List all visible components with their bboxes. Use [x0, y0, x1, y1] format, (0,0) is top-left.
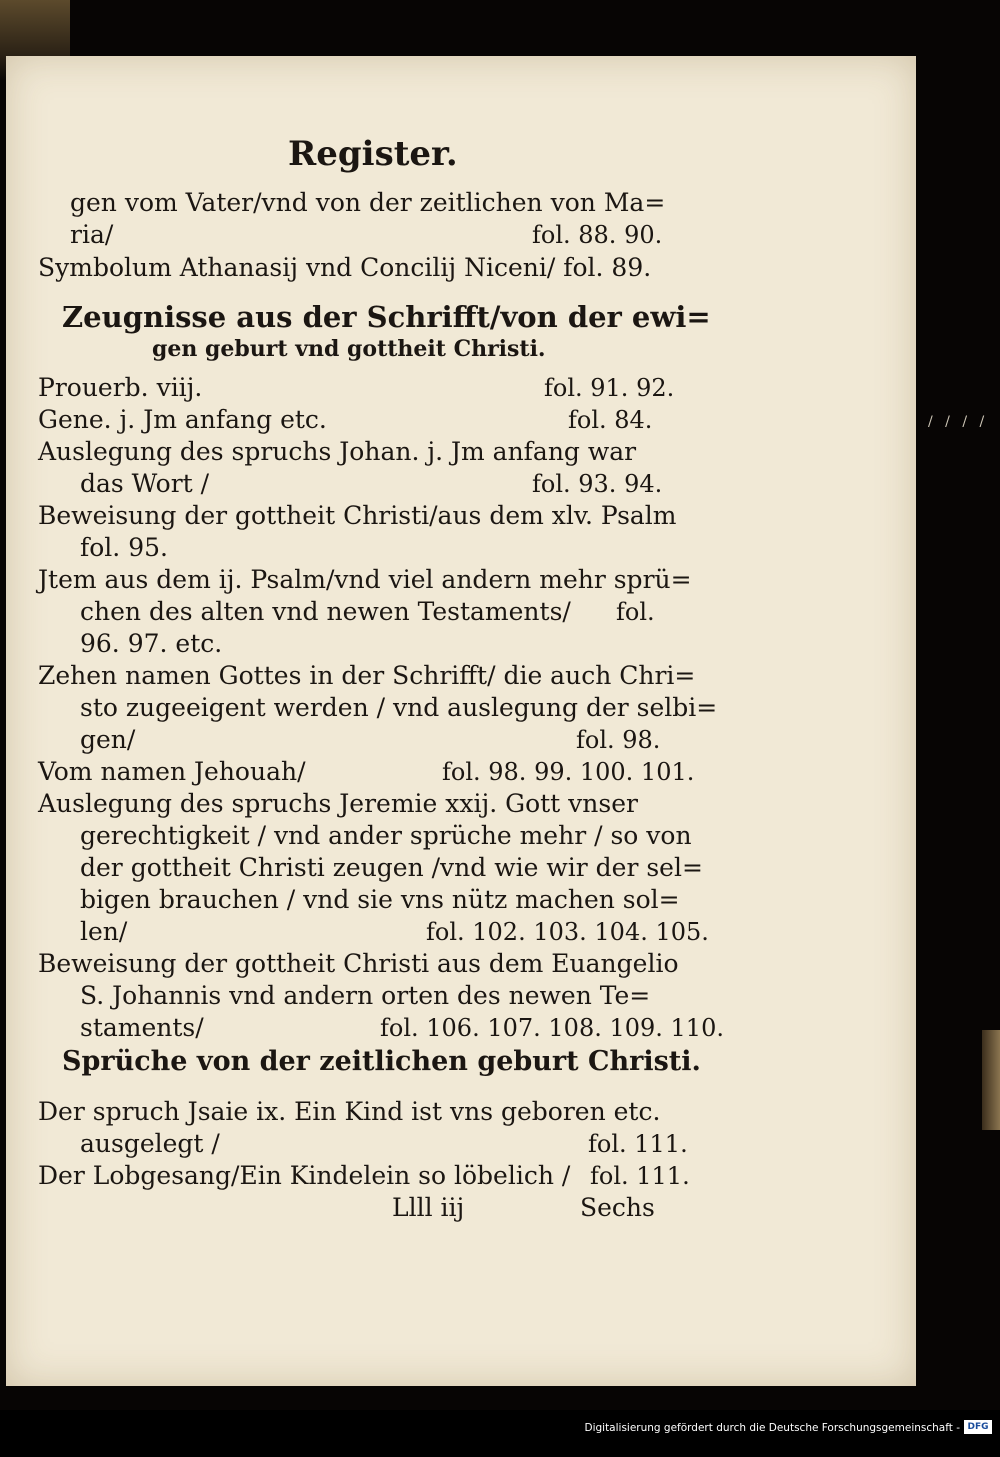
folio-reference: fol. 111.	[590, 1162, 690, 1190]
register-entry-line: S. Johannis vnd andern orten des newen Te=	[80, 981, 651, 1010]
register-entry-line: Jtem aus dem ij. Psalm/vnd viel andern mehr sprü=	[38, 565, 692, 594]
signature-mark: Llll iij	[392, 1193, 465, 1222]
register-entry-line: ria/	[70, 220, 114, 249]
folio-reference: fol. 106. 107. 108. 109. 110.	[380, 1014, 724, 1042]
folio-reference: fol. 88. 90.	[532, 221, 663, 249]
register-entry-line: sto zugeeigent werden / vnd auslegung der selbi=	[80, 693, 718, 722]
register-entry-line: Zehen namen Gottes in der Schrifft/ die auch Chri=	[38, 661, 696, 690]
section-heading: gen geburt vnd gottheit Christi.	[152, 336, 546, 362]
register-entry-line: ausgelegt /	[80, 1129, 220, 1158]
folio-reference: fol. 91. 92.	[544, 374, 675, 402]
section-heading: Zeugnisse aus der Schrifft/von der ewi=	[62, 300, 711, 334]
register-entry-line: Gene. j. Jm anfang etc.	[38, 405, 327, 434]
register-entry-line: Symbolum Athanasij vnd Concilij Niceni/ fol. 89.	[38, 253, 652, 282]
folio-reference: fol. 98. 99. 100. 101.	[442, 758, 695, 786]
register-entry-line: bigen brauchen / vnd sie vns nütz machen sol=	[80, 885, 680, 914]
running-head: Register.	[288, 134, 458, 174]
footer-bar	[0, 1410, 1000, 1457]
book-edge-right	[982, 1030, 1000, 1130]
funding-credit: Digitalisierung gefördert durch die Deutsche Forschungsgemeinschaft -	[584, 1422, 960, 1434]
book-page	[6, 56, 916, 1386]
register-entry-line: Prouerb. viij.	[38, 373, 203, 402]
folio-reference: fol. 98.	[576, 726, 661, 754]
folio-reference: fol.	[616, 598, 655, 626]
folio-reference: fol. 93. 94.	[532, 470, 663, 498]
register-entry-line: staments/	[80, 1013, 204, 1042]
register-entry-line: Beweisung der gottheit Christi/aus dem xlv. Psalm	[38, 501, 677, 530]
section-heading: Sprüche von der zeitlichen geburt Christi.	[62, 1046, 701, 1077]
register-entry-line: Vom namen Jehouah/	[38, 757, 306, 786]
register-entry-line: das Wort /	[80, 469, 210, 498]
register-entry-line: Auslegung des spruchs Johan. j. Jm anfang war	[38, 437, 637, 466]
register-entry-line: len/	[80, 917, 128, 946]
register-entry-line: 96. 97. etc.	[80, 629, 223, 658]
register-entry-line: Beweisung der gottheit Christi aus dem Euangelio	[38, 949, 679, 978]
register-entry-line: Der Lobgesang/Ein Kindelein so löbelich /	[38, 1161, 571, 1190]
register-entry-line: der gottheit Christi zeugen /vnd wie wir der sel=	[80, 853, 703, 882]
register-entry-line: gerechtigkeit / vnd ander sprüche mehr / so von	[80, 821, 692, 850]
dfg-logo: DFG	[964, 1420, 992, 1434]
register-entry-line: Auslegung des spruchs Jeremie xxij. Gott vnser	[38, 789, 638, 818]
folio-reference: fol. 102. 103. 104. 105.	[426, 918, 709, 946]
catchword: Sechs	[580, 1193, 655, 1222]
register-entry-line: gen vom Vater/vnd von der zeitlichen von Ma=	[70, 188, 666, 217]
register-entry-line: fol. 95.	[80, 533, 168, 562]
register-entry-line: gen/	[80, 725, 136, 754]
register-entry-line: chen des alten vnd newen Testaments/	[80, 597, 571, 626]
folio-reference: fol. 111.	[588, 1130, 688, 1158]
register-entry-line: Der spruch Jsaie ix. Ein Kind ist vns geboren etc.	[38, 1097, 661, 1126]
scan-marks: / / / /	[928, 414, 989, 430]
folio-reference: fol. 84.	[568, 406, 653, 434]
